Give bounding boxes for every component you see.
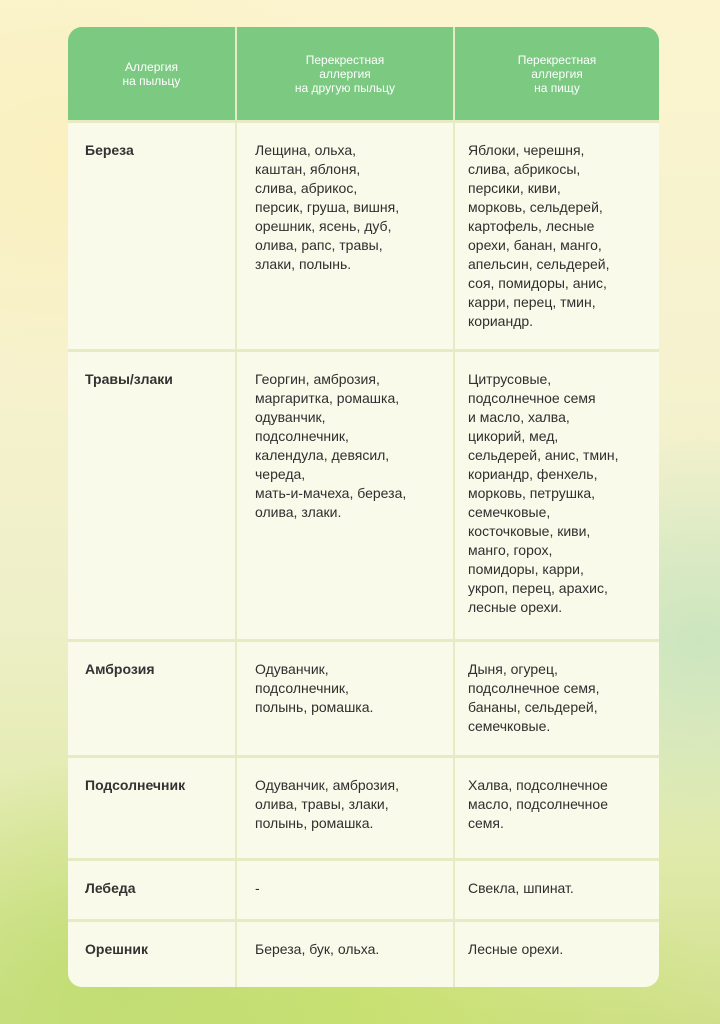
row-hazel-allergen: Орешник bbox=[68, 922, 235, 987]
row-ragweed-pollen: Одуванчик, подсолнечник, полынь, ромашка. bbox=[237, 642, 453, 755]
row-grasses-allergen: Травы/злаки bbox=[68, 352, 235, 639]
header-cross-food: Перекрестная аллергия на пищу bbox=[455, 27, 659, 120]
header-cross-pollen: Перекрестная аллергия на другую пыльцу bbox=[237, 27, 453, 120]
row-ragweed-food: Дыня, огурец, подсолнечное семя, бананы, сельдерей, семечковые. bbox=[455, 642, 659, 755]
row-grasses-pollen: Георгин, амброзия, маргаритка, ромашка, одуванчик, подсолнечник, календула, девясил, череда, мать-и-мачеха, береза, олива, злаки. bbox=[237, 352, 453, 639]
row-hazel-pollen: Береза, бук, ольха. bbox=[237, 922, 453, 987]
row-grasses-food: Цитрусовые, подсолнечное семя и масло, халва, цикорий, мед, сельдерей, анис, тмин, кориандр, фенхель, морковь, петрушка, семечковые, косточковые, киви, манго, горох, помидоры, карри, укроп, перец, арахис, лесные орехи. bbox=[455, 352, 659, 639]
row-birch-food: Яблоки, черешня, слива, абрикосы, персики, киви, морковь, сельдерей, картофель, лесные орехи, банан, манго, апельсин, сельдерей, соя, помидоры, анис, карри, перец, тмин, кориандр. bbox=[455, 123, 659, 349]
allergy-table bbox=[68, 27, 659, 987]
row-sunflower-allergen: Подсолнечник bbox=[68, 758, 235, 858]
row-quinoa-pollen: - bbox=[237, 861, 453, 919]
row-birch-pollen: Лещина, ольха, каштан, яблоня, слива, абрикос, персик, груша, вишня, орешник, ясень, дуб, олива, рапс, травы, злаки, полынь. bbox=[237, 123, 453, 349]
row-quinoa-allergen: Лебеда bbox=[68, 861, 235, 919]
row-sunflower-food: Халва, подсолнечное масло, подсолнечное семя. bbox=[455, 758, 659, 858]
row-ragweed-allergen: Амброзия bbox=[68, 642, 235, 755]
row-sunflower-pollen: Одуванчик, амброзия, олива, травы, злаки, полынь, ромашка. bbox=[237, 758, 453, 858]
row-quinoa-food: Свекла, шпинат. bbox=[455, 861, 659, 919]
row-hazel-food: Лесные орехи. bbox=[455, 922, 659, 987]
row-birch-allergen: Береза bbox=[68, 123, 235, 349]
header-pollen-allergy: Аллергия на пыльцу bbox=[68, 27, 235, 120]
